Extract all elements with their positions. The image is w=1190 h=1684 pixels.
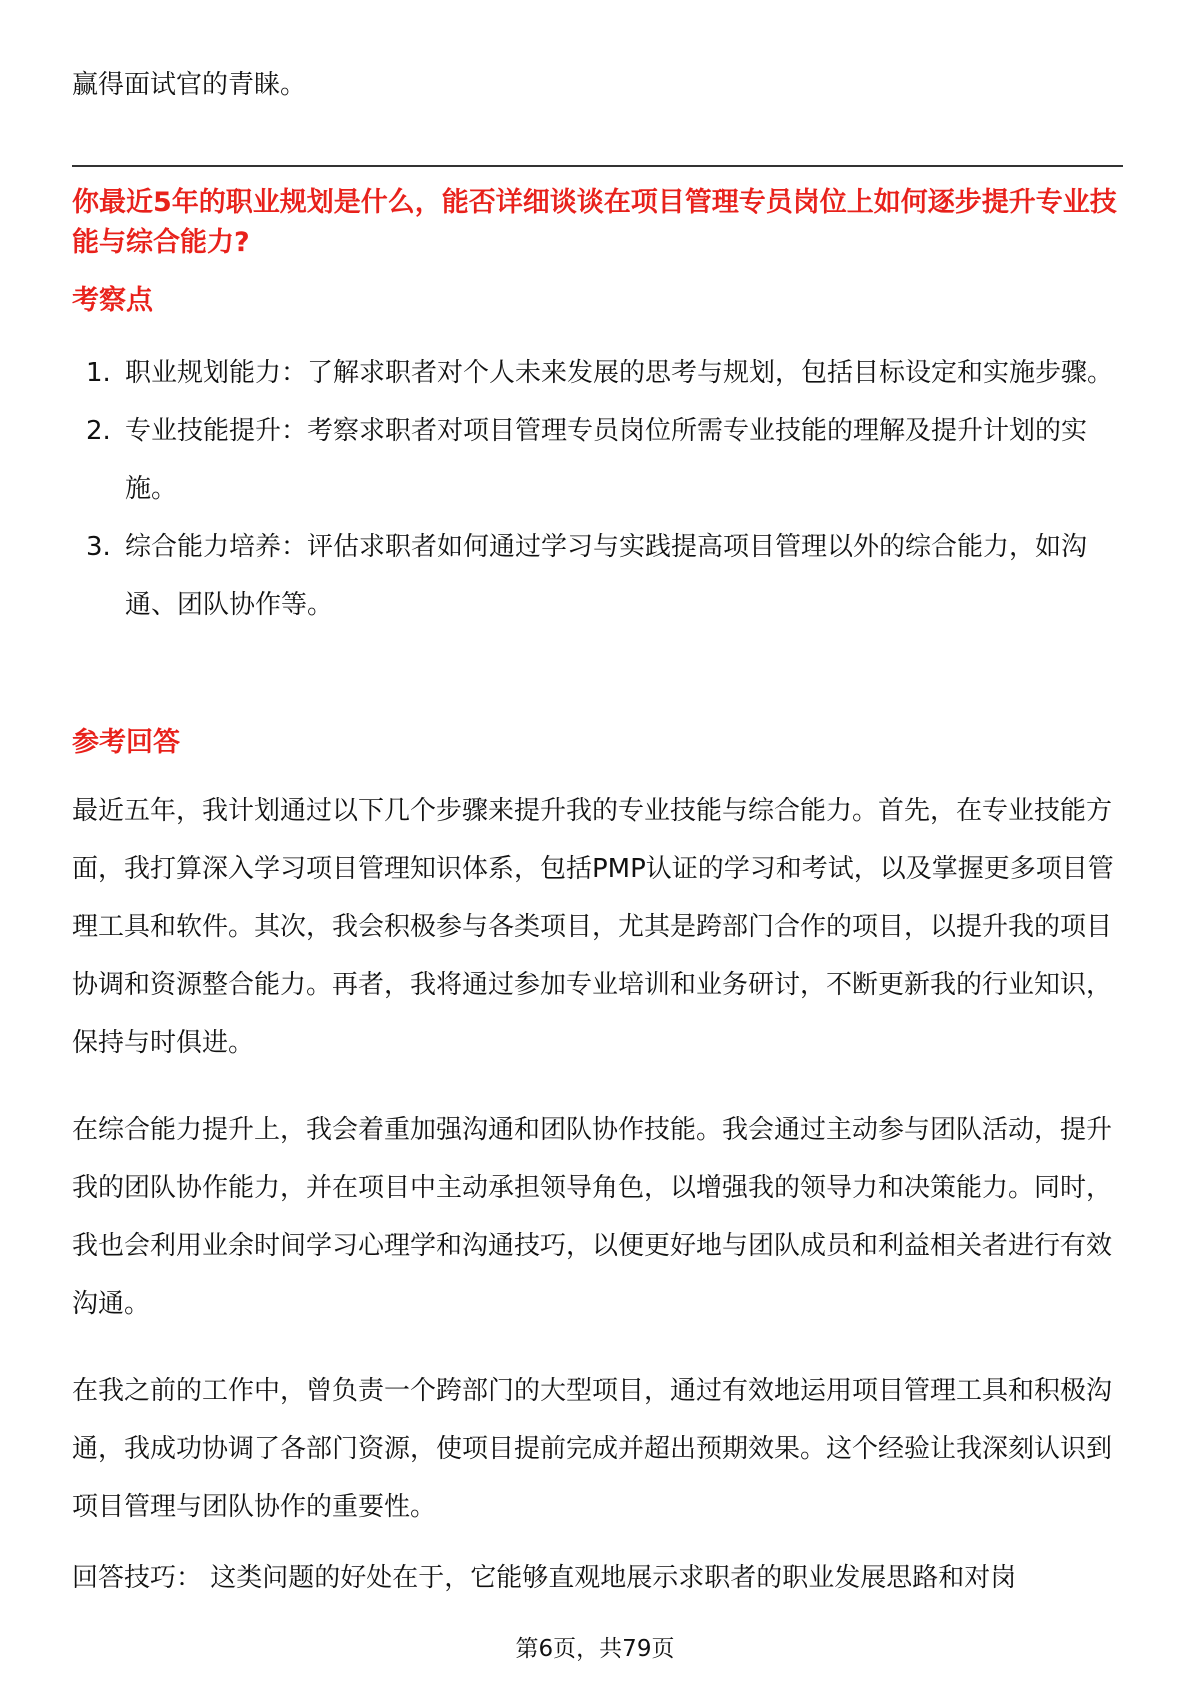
- divider: [72, 165, 1123, 167]
- list-text: 专业技能提升：考察求职者对项目管理专员岗位所需专业技能的理解及提升计划的实施。: [125, 416, 1088, 504]
- question-title: 你最近5年的职业规划是什么，能否详细谈谈在项目管理专员岗位上如何逐步提升专业技能与综合能力?: [72, 187, 1117, 258]
- page-number: 第6页，共79页: [515, 1636, 675, 1662]
- points-list: [72, 344, 1122, 634]
- intro-text: 赢得面试官的青睐。: [72, 70, 307, 100]
- list-item: [72, 402, 1122, 518]
- answer-heading: 参考回答: [72, 727, 180, 758]
- list-item: [72, 518, 1122, 634]
- answer-tip: 回答技巧： 这类问题的好处在于，它能够直观地展示求职者的职业发展思路和对岗: [72, 1563, 1017, 1593]
- list-number: 1.: [86, 358, 111, 388]
- list-text: 综合能力培养：评估求职者如何通过学习与实践提高项目管理以外的综合能力，如沟通、团队协作等。: [125, 532, 1088, 620]
- answer-paragraph: 在综合能力提升上，我会着重加强沟通和团队协作技能。我会通过主动参与团队活动，提升我的团队协作能力，并在项目中主动承担领导角色，以增强我的领导力和决策能力。同时，我也会利用业余时间学习心理学和沟通技巧，以便更好地与团队成员和利益相关者进行有效沟通。: [72, 1115, 1113, 1319]
- list-text: 职业规划能力：了解求职者对个人未来发展的思考与规划，包括目标设定和实施步骤。: [125, 358, 1114, 388]
- answer-paragraph: 最近五年，我计划通过以下几个步骤来提升我的专业技能与综合能力。首先，在专业技能方面，我打算深入学习项目管理知识体系，包括PMP认证的学习和考试，以及掌握更多项目管理工具和软件。其次，我会积极参与各类项目，尤其是跨部门合作的项目，以提升我的项目协调和资源整合能力。再者，我将通过参加专业培训和业务研讨，不断更新我的行业知识，保持与时俱进。: [72, 796, 1114, 1058]
- list-item: [72, 344, 1122, 402]
- list-number: 3.: [86, 532, 111, 562]
- list-number: 2.: [86, 416, 111, 446]
- points-heading: 考察点: [72, 285, 153, 316]
- answer-paragraph: 在我之前的工作中，曾负责一个跨部门的大型项目，通过有效地运用项目管理工具和积极沟通，我成功协调了各部门资源，使项目提前完成并超出预期效果。这个经验让我深刻认识到项目管理与团队协作的重要性。: [72, 1376, 1113, 1522]
